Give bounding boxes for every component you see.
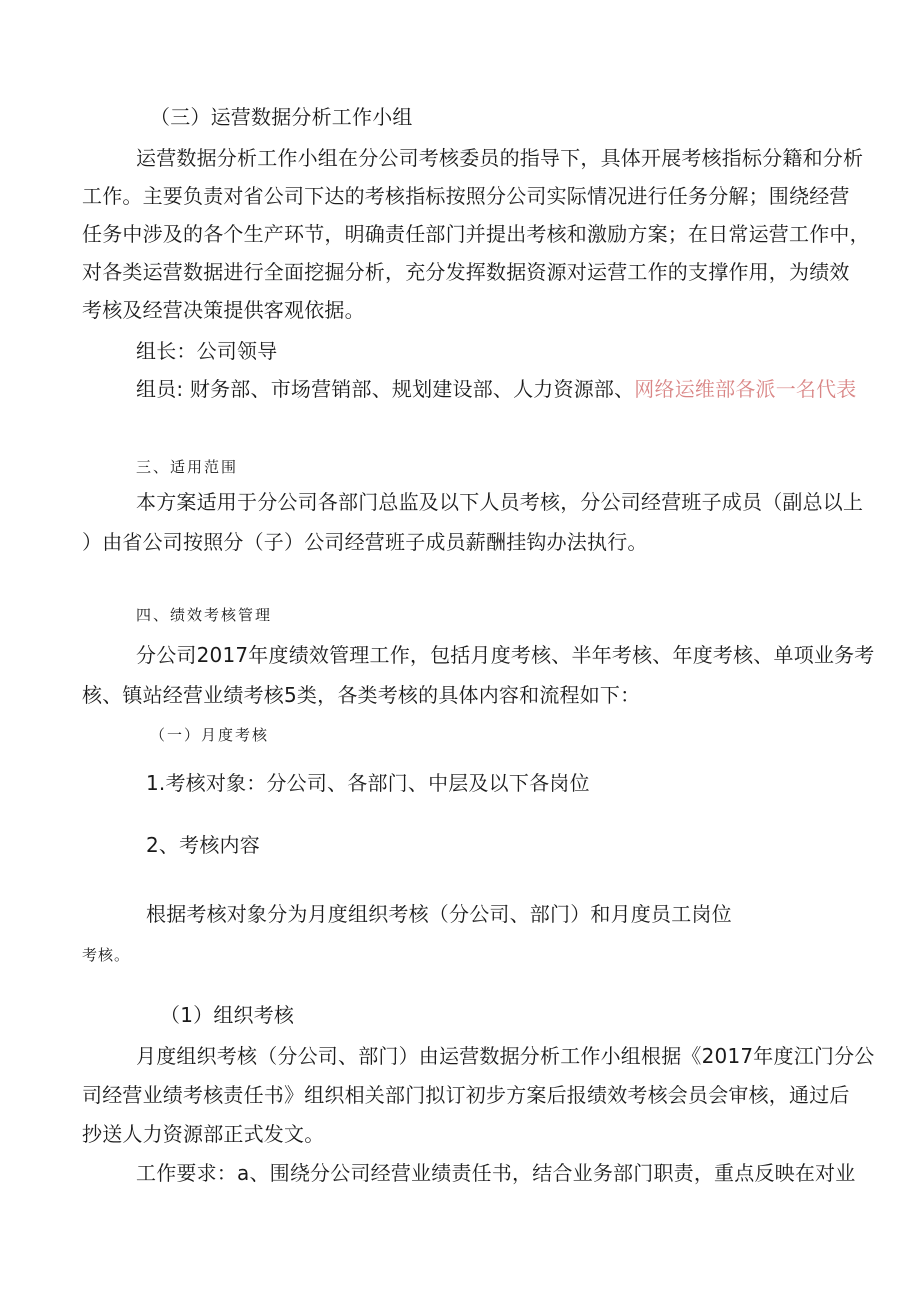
item-assessment-content: 2、考核内容 bbox=[146, 833, 260, 857]
paragraph-line: 考核。 bbox=[82, 946, 131, 964]
group-leader: 组长：公司领导 bbox=[136, 339, 278, 363]
paragraph-line: 司经营业绩考核责任书》组织相关部门拟订初步方案后报绩效考核会员会审核，通过后 bbox=[82, 1083, 850, 1107]
group-members bbox=[136, 376, 857, 402]
subsection-heading-org: （1）组织考核 bbox=[160, 1003, 295, 1027]
item-assessment-target: 1.考核对象：分公司、各部门、中层及以下各岗位 bbox=[146, 771, 590, 795]
section-heading-scope: 三、适用范围 bbox=[136, 458, 239, 476]
section-heading-performance-management: 四、绩效考核管理 bbox=[136, 606, 273, 624]
members-departments: 组员: 财务部、市场营销部、规划建设部、人力资源部、 bbox=[136, 377, 635, 401]
paragraph-line: 月度组织考核（分公司、部门）由运营数据分析工作小组根据《2017年度江门分公 bbox=[136, 1044, 875, 1068]
paragraph-line: 运营数据分析工作小组在分公司考核委员的指导下，具体开展考核指标分籍和分析 bbox=[136, 146, 864, 170]
paragraph-line: 任务中涉及的各个生产环节，明确责任部门并提出考核和激励方案；在日常运营工作中， bbox=[82, 222, 870, 246]
subsection-heading-monthly: （一）月度考核 bbox=[150, 726, 270, 744]
paragraph-line: ）由省公司按照分（子）公司经营班子成员薪酬挂钩办法执行。 bbox=[82, 530, 648, 554]
paragraph-line: 考核及经营决策提供客观依据。 bbox=[82, 298, 365, 322]
paragraph-line: 抄送人力资源部正式发文。 bbox=[82, 1122, 325, 1146]
paragraph-line: 对各类运营数据进行全面挖掘分析，充分发挥数据资源对运营工作的支撑作用，为绩效 bbox=[82, 260, 850, 284]
paragraph-line: 根据考核对象分为月度组织考核（分公司、部门）和月度员工岗位 bbox=[146, 902, 732, 926]
section-heading-operations-group: （三）运营数据分析工作小组 bbox=[150, 105, 413, 129]
paragraph-line: 工作。主要负责对省公司下达的考核指标按照分公司实际情况进行任务分解；围绕经营 bbox=[82, 184, 850, 208]
paragraph-line: 核、镇站经营业绩考核5类，各类考核的具体内容和流程如下： bbox=[82, 683, 641, 707]
members-highlight: 网络运维部各派一名代表 bbox=[634, 377, 857, 401]
paragraph-line: 分公司2017年度绩效管理工作，包括月度考核、半年考核、年度考核、单项业务考 bbox=[136, 643, 875, 667]
paragraph-line: 本方案适用于分公司各部门总监及以下人员考核，分公司经营班子成员（副总以上 bbox=[136, 490, 864, 514]
paragraph-line: 工作要求：a、围绕分公司经营业绩责任书，结合业务部门职责，重点反映在对业 bbox=[136, 1161, 856, 1185]
